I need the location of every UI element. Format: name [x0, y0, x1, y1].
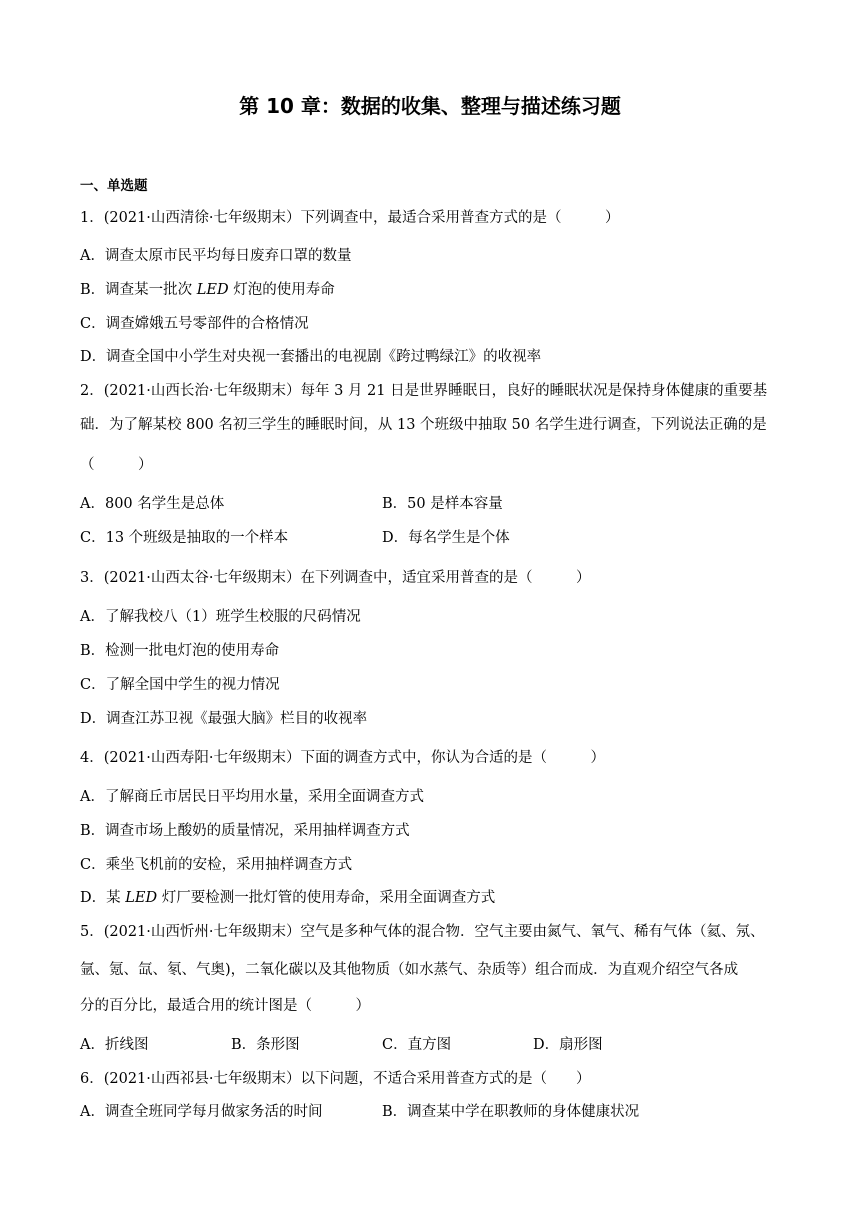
q5-option-b: B．条形图: [231, 1037, 300, 1053]
q2-option-d: D．每名学生是个体: [382, 530, 510, 546]
q4-option-d: D．某 LED 灯厂要检测一批灯管的使用寿命，采用全面调查方式: [80, 890, 496, 906]
q1-option-a: A．调查太原市民平均每日废弃口罩的数量: [80, 248, 352, 264]
q5-stem-line1: 5．(2021·山西忻州·七年级期末）空气是多种气体的混合物．空气主要由氮气、氧气、稀有气体（氦、氖、: [80, 924, 765, 940]
q5-option-c: C．直方图: [382, 1037, 452, 1053]
q3-option-c: C．了解全国中学生的视力情况: [80, 677, 280, 693]
q5-option-a: A．折线图: [80, 1037, 149, 1053]
section-heading: 一、单选题: [80, 178, 148, 194]
q4-option-b: B．调查市场上酸奶的质量情况，采用抽样调查方式: [80, 823, 410, 839]
q1-option-c: C．调查嫦娥五号零部件的合格情况: [80, 316, 309, 332]
q2-stem-line3: （ ）: [80, 457, 153, 473]
q2-stem-line1: 2．(2021·山西长治·七年级期末）每年 3 月 21 日是世界睡眠日，良好的睡眠状况是保持身体健康的重要基: [80, 383, 768, 399]
q2-option-b: B．50 是样本容量: [382, 496, 503, 512]
q3-option-a: A．了解我校八（1）班学生校服的尺码情况: [80, 609, 361, 625]
q6-option-b: B．调查某中学在职教师的身体健康状况: [382, 1104, 640, 1120]
q5-stem-line3: 分的百分比，最适合用的统计图是（ ）: [80, 998, 370, 1014]
q2-option-c: C．13 个班级是抽取的一个样本: [80, 530, 289, 546]
q5-option-d: D．扇形图: [533, 1037, 603, 1053]
q1-option-b: B．调查某一批次 LED 灯泡的使用寿命: [80, 282, 335, 298]
q4-option-a: A．了解商丘市居民日平均用水量，采用全面调查方式: [80, 789, 424, 805]
q1-option-d: D．调查全国中小学生对央视一套播出的电视剧《跨过鸭绿江》的收视率: [80, 349, 542, 365]
q6-stem: 6．(2021·山西祁县·七年级期末）以下问题，不适合采用普查方式的是（ ）: [80, 1071, 591, 1087]
q4-stem: 4．(2021·山西寿阳·七年级期末）下面的调查方式中，你认为合适的是（ ）: [80, 750, 605, 766]
q5-stem-line2: 氩、氪、氙、氡、气奥)，二氧化碳以及其他物质（如水蒸气、杂质等）组合而成．为直观介绍空气各成: [80, 962, 739, 978]
q2-option-a: A．800 名学生是总体: [80, 496, 225, 512]
q6-option-a: A．调查全班同学每月做家务活的时间: [80, 1104, 323, 1120]
q4-option-c: C．乘坐飞机前的安检，采用抽样调查方式: [80, 857, 353, 873]
q3-option-d: D．调查江苏卫视《最强大脑》栏目的收视率: [80, 711, 368, 727]
page-title: 第 10 章：数据的收集、整理与描述练习题: [239, 94, 621, 118]
q2-stem-line2: 础．为了解某校 800 名初三学生的睡眠时间，从 13 个班级中抽取 50 名学生进行调查，下列说法正确的是: [80, 417, 767, 433]
q1-stem: 1．(2021·山西清徐·七年级期末）下列调查中，最适合采用普查方式的是（ ）: [80, 210, 620, 226]
q3-stem: 3．(2021·山西太谷·七年级期末）在下列调查中，适宜采用普查的是（ ）: [80, 570, 591, 586]
q3-option-b: B．检测一批电灯泡的使用寿命: [80, 643, 280, 659]
